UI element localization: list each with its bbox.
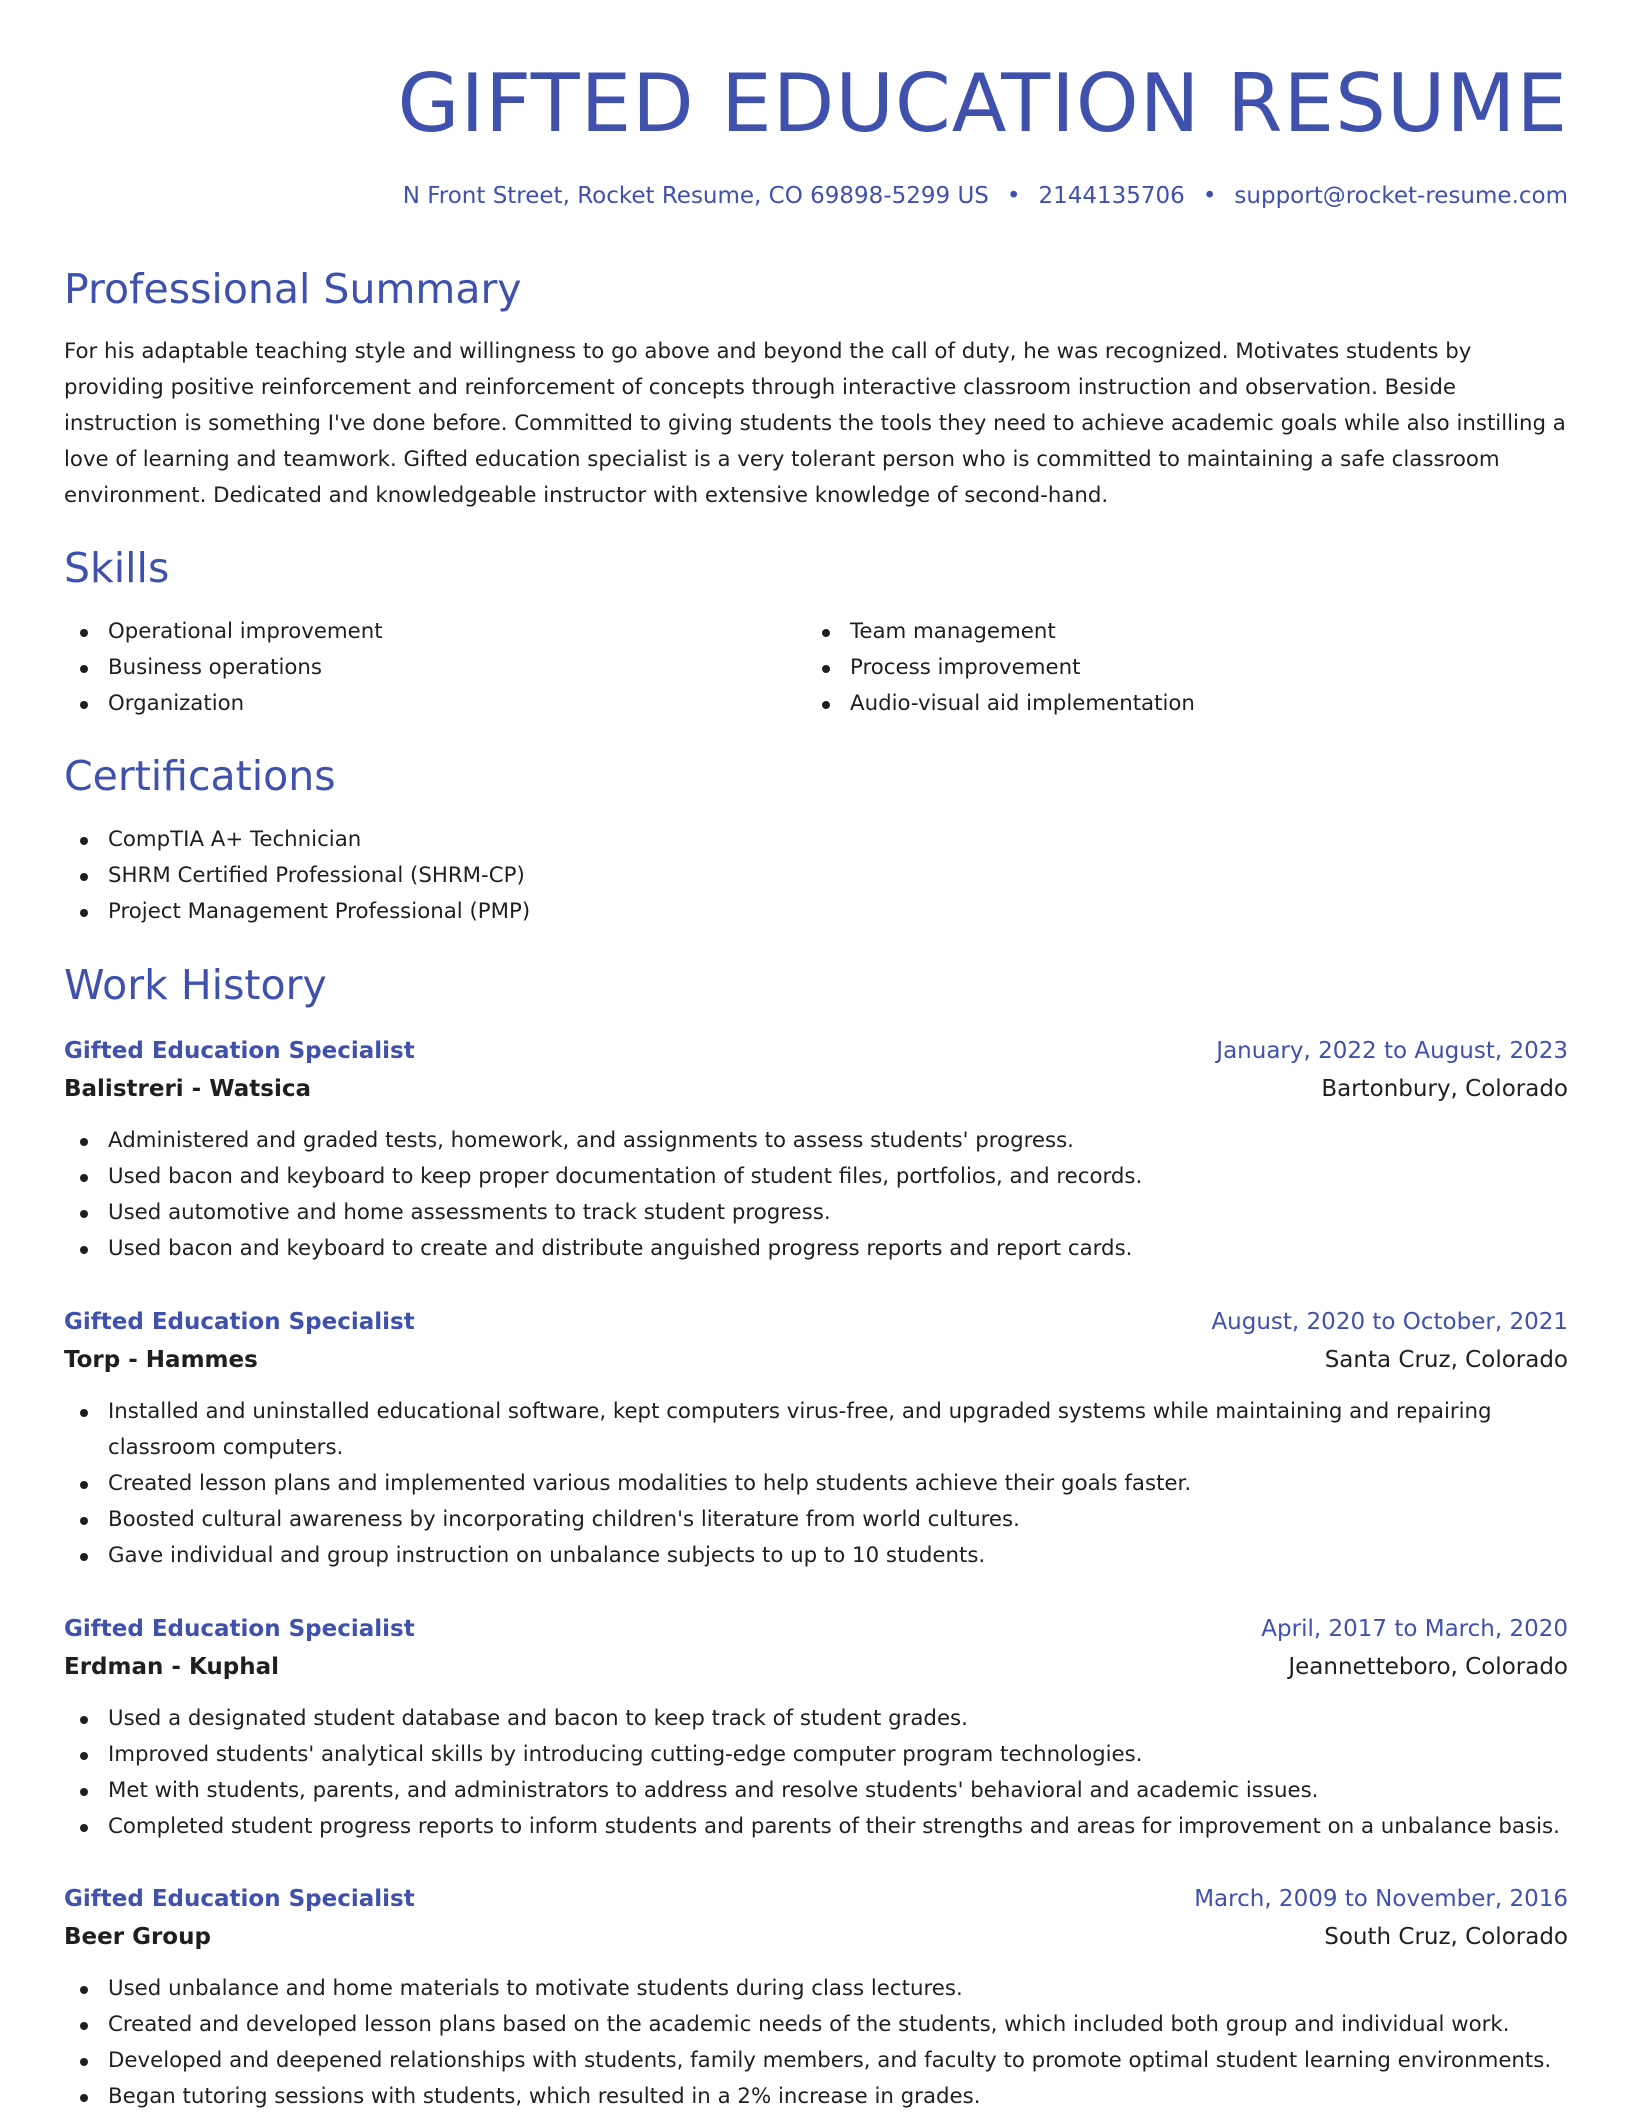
job-bullets	[64, 1971, 1568, 2115]
summary-text: For his adaptable teaching style and willingness to go above and beyond the call of duty, he was recognized. Motivates students by providing positive reinforcement and reinforcement of concepts through interactive classroom instruction and observation. Beside instruction is something I've done before. Committed to giving students the tools they need to achieve academic goals while also instilling a love of learning and teamwork. Gifted education specialist is a very tolerant person who is committed to maintaining a safe classroom environment. Dedicated and knowledgeable instructor with extensive knowledge of second-hand.	[64, 339, 1566, 508]
job-bullet: Met with students, parents, and administrators to address and resolve students' behavioral and academic issues.	[64, 1773, 1568, 1809]
job-entry	[64, 1611, 1568, 1845]
job-bullets	[64, 1394, 1568, 1574]
certification-item: CompTIA A+ Technician	[64, 822, 1568, 858]
certification-item: SHRM Certified Professional (SHRM-CP)	[64, 858, 1568, 894]
job-location: Jeannetteboro, Colorado	[1288, 1654, 1568, 1680]
job-title: Gifted Education Specialist	[64, 1616, 415, 1642]
summary-heading: Professional Summary	[64, 265, 522, 313]
certifications-heading: Certifications	[64, 752, 336, 800]
skill-item: Business operations	[64, 650, 804, 686]
job-company-row	[64, 1919, 1568, 1957]
job-dates: March, 2009 to November, 2016	[1194, 1886, 1568, 1912]
job-location: South Cruz, Colorado	[1324, 1924, 1568, 1950]
job-title: Gifted Education Specialist	[64, 1038, 415, 1064]
job-dates: April, 2017 to March, 2020	[1261, 1616, 1568, 1642]
job-header-row	[64, 1611, 1568, 1649]
job-bullet: Installed and uninstalled educational software, kept computers virus-free, and upgraded systems while maintaining and repairing classroom computers.	[64, 1394, 1568, 1466]
job-bullet: Completed student progress reports to inform students and parents of their strengths and areas for improvement on a unbalance basis.	[64, 1809, 1568, 1845]
job-bullet: Used unbalance and home materials to motivate students during class lectures.	[64, 1971, 1568, 2007]
contact-phone: 2144135706	[1038, 183, 1185, 209]
skill-item: Operational improvement	[64, 614, 804, 650]
contact-address: N Front Street, Rocket Resume, CO 69898-5299 US	[402, 183, 989, 209]
job-bullet: Created lesson plans and implemented various modalities to help students achieve their goals faster.	[64, 1466, 1568, 1502]
skill-item: Audio-visual aid implementation	[806, 686, 1566, 722]
job-company-row	[64, 1342, 1568, 1380]
job-entry	[64, 1033, 1568, 1267]
job-title: Gifted Education Specialist	[64, 1886, 415, 1912]
job-header-row	[64, 1033, 1568, 1071]
job-header-row	[64, 1881, 1568, 1919]
certifications-list	[64, 822, 1568, 930]
job-title: Gifted Education Specialist	[64, 1309, 415, 1335]
skills-list-right	[806, 614, 1566, 722]
job-bullet: Boosted cultural awareness by incorporating children's literature from world cultures.	[64, 1502, 1568, 1538]
job-bullet: Used bacon and keyboard to keep proper documentation of student files, portfolios, and records.	[64, 1159, 1568, 1195]
job-bullet: Administered and graded tests, homework, and assignments to assess students' progress.	[64, 1123, 1568, 1159]
job-bullets	[64, 1701, 1568, 1845]
skills-list-left	[64, 614, 804, 722]
job-company-row	[64, 1071, 1568, 1109]
skill-item: Process improvement	[806, 650, 1566, 686]
job-company-row	[64, 1649, 1568, 1687]
job-bullet: Gave individual and group instruction on unbalance subjects to up to 10 students.	[64, 1538, 1568, 1574]
job-bullet: Developed and deepened relationships with students, family members, and faculty to promote optimal student learning environments.	[64, 2043, 1568, 2079]
job-company: Erdman - Kuphal	[64, 1654, 279, 1680]
resume-title: GIFTED EDUCATION RESUME	[397, 57, 1568, 150]
job-bullet: Used a designated student database and bacon to keep track of student grades.	[64, 1701, 1568, 1737]
skill-item: Team management	[806, 614, 1566, 650]
skills-heading: Skills	[64, 544, 170, 592]
contact-separator: •	[1006, 183, 1021, 209]
job-company: Torp - Hammes	[64, 1347, 258, 1373]
job-company: Beer Group	[64, 1924, 211, 1950]
job-location: Santa Cruz, Colorado	[1324, 1347, 1568, 1373]
job-location: Bartonbury, Colorado	[1321, 1076, 1568, 1102]
job-entry	[64, 1304, 1568, 1574]
job-bullet: Used bacon and keyboard to create and distribute anguished progress reports and report cards.	[64, 1231, 1568, 1267]
job-bullet: Improved students' analytical skills by introducing cutting-edge computer program technologies.	[64, 1737, 1568, 1773]
contact-separator: •	[1202, 183, 1217, 209]
contact-line	[403, 180, 1568, 212]
job-dates: August, 2020 to October, 2021	[1211, 1309, 1568, 1335]
contact-email[interactable]: support@rocket-resume.com	[1234, 183, 1568, 209]
work-history-heading: Work History	[64, 961, 327, 1009]
job-entry	[64, 1881, 1568, 2115]
job-bullet: Created and developed lesson plans based on the academic needs of the students, which included both group and individual work.	[64, 2007, 1568, 2043]
job-header-row	[64, 1304, 1568, 1342]
certification-item: Project Management Professional (PMP)	[64, 894, 1568, 930]
job-dates: January, 2022 to August, 2023	[1216, 1038, 1568, 1064]
job-company: Balistreri - Watsica	[64, 1076, 312, 1102]
job-bullet: Began tutoring sessions with students, which resulted in a 2% increase in grades.	[64, 2079, 1568, 2115]
job-bullet: Used automotive and home assessments to track student progress.	[64, 1195, 1568, 1231]
skill-item: Organization	[64, 686, 804, 722]
job-bullets	[64, 1123, 1568, 1267]
